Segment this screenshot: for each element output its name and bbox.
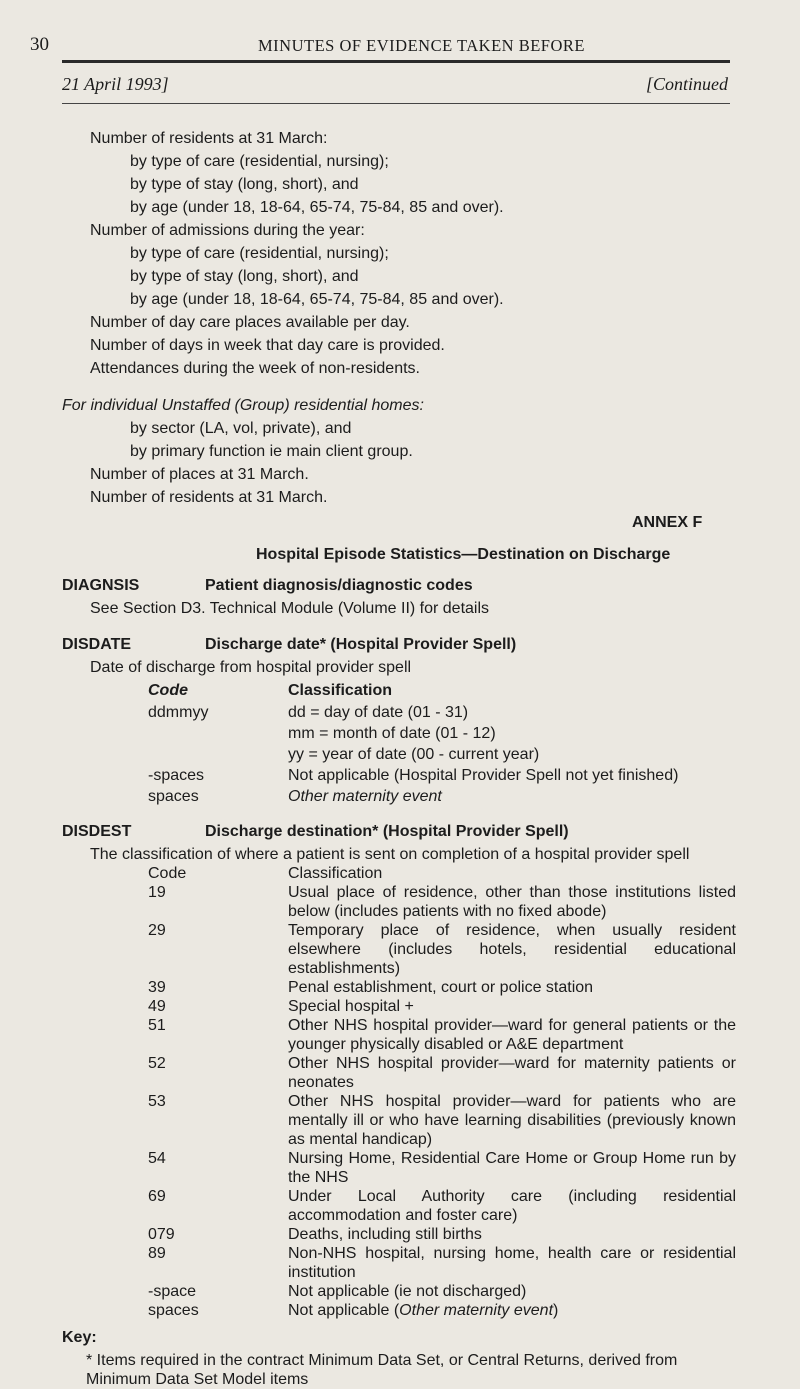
table-row [0,1187,800,1225]
table-row [0,1301,800,1320]
list-item: by type of stay (long, short), and [130,176,359,193]
section-heading: For individual Unstaffed (Group) residential homes: [62,397,424,414]
table-row [0,1149,800,1187]
field-code: DISDEST [62,823,132,840]
table-code: ddmmyy [148,704,209,721]
table-code: 69 [148,1188,166,1205]
table-classification: Usual place of residence, other than those institutions listed below (includes patients with no fixed abode) [288,884,736,920]
table-code: 29 [148,922,166,939]
list-item: by type of care (residential, nursing); [130,153,389,170]
table-classification: Special hospital + [288,998,414,1015]
table-classification: Under Local Authority care (including residential accommodation and foster care) [288,1188,736,1224]
disdest-table [0,864,800,1320]
table-code: 53 [148,1093,166,1110]
list-item: Number of admissions during the year: [90,222,365,239]
column-header-code: Code [148,865,187,882]
list-item: by age (under 18, 18-64, 65-74, 75-84, 85 and over). [130,199,504,216]
table-classification: Non-NHS hospital, nursing home, health care or residential institution [288,1245,736,1281]
page-header [30,34,790,60]
list-item: by primary function ie main client group. [130,443,413,460]
page-number: 30 [30,34,49,55]
annex-label: ANNEX F [632,514,703,531]
table-code: -spaces [148,767,205,784]
table-classification [288,1301,736,1320]
table-classification: Not applicable (Hospital Provider Spell not yet finished) [288,767,679,784]
table-classification: Other NHS hospital provider—ward for general patients or the younger physically disabled or A&E department [288,1017,736,1053]
table-classification: Deaths, including still births [288,1226,482,1243]
table-row [0,1244,800,1282]
table-row [0,1092,800,1149]
table-row [0,883,800,921]
date-rule [62,103,730,104]
list-item: Number of days in week that day care is provided. [90,337,445,354]
table-classification: Temporary place of residence, when usually resident elsewhere (includes hotels, residential educational establishments) [288,922,736,977]
table-classification: Nursing Home, Residential Care Home or Group Home run by the NHS [288,1150,736,1186]
field-description: The classification of where a patient is sent on completion of a hospital provider spell [90,846,690,863]
table-code: 39 [148,979,166,996]
table-row [0,864,800,883]
table-classification: Other NHS hospital provider—ward for maternity patients or neonates [288,1055,736,1091]
table-classification: Other maternity event [288,788,442,805]
list-item: by sector (LA, vol, private), and [130,420,352,437]
running-title: MINUTES OF EVIDENCE TAKEN BEFORE [258,36,585,55]
table-classification: Other NHS hospital provider—ward for patients who are mentally ill or who have learning disabilities (previously known as mental handicap) [288,1093,736,1148]
table-classification: dd = day of date (01 - 31) [288,704,469,721]
list-item: Number of residents at 31 March. [90,489,328,506]
key-label: Key: [62,1329,97,1346]
table-row [0,978,800,997]
table-row [0,1282,800,1301]
list-item: by type of care (residential, nursing); [130,245,389,262]
table-code: 54 [148,1150,166,1167]
field-code: DISDATE [62,636,132,653]
table-classification: Not applicable (ie not discharged) [288,1283,527,1300]
classification-text-italic: Other maternity event [399,1302,554,1319]
field-code: DIAGNSIS [62,577,140,594]
table-code: spaces [148,788,199,805]
list-item: by age (under 18, 18-64, 65-74, 75-84, 85 and over). [130,291,504,308]
field-title: Discharge destination* (Hospital Provider Spell) [205,823,569,840]
table-code: 49 [148,998,166,1015]
list-item: Number of day care places available per day. [90,314,410,331]
table-code: 19 [148,884,166,901]
table-classification: yy = year of date (00 - current year) [288,746,540,763]
table-classification: mm = month of date (01 - 12) [288,725,496,742]
column-header-classification: Classification [288,865,383,882]
table-code: -space [148,1283,197,1300]
key-note: * Items required in the contract Minimum Data Set, or Central Returns, derived from Minimum Data Set Model items [86,1352,678,1388]
table-code: 079 [148,1226,175,1243]
annex-title: Hospital Episode Statistics—Destination on Discharge [256,546,671,563]
table-row [0,997,800,1016]
table-code: 51 [148,1017,166,1034]
table-classification: Penal establishment, court or police station [288,979,594,996]
continued-label: [Continued [645,74,728,94]
header-rule [62,60,730,63]
key-section [62,1328,742,1389]
table-code: 52 [148,1055,166,1072]
field-note: See Section D3. Technical Module (Volume II) for details [90,600,490,617]
column-header-classification: Classification [288,682,393,699]
field-description: Date of discharge from hospital provider spell [90,659,412,676]
table-row [0,1225,800,1244]
list-item: Number of residents at 31 March: [90,130,328,147]
table-row [0,921,800,978]
field-title: Patient diagnosis/diagnostic codes [205,577,473,594]
list-item: by type of stay (long, short), and [130,268,359,285]
table-row [0,1054,800,1092]
list-item: Number of places at 31 March. [90,466,309,483]
table-code: spaces [148,1302,199,1319]
field-title: Discharge date* (Hospital Provider Spell) [205,636,517,653]
classification-text: ) [553,1302,559,1319]
table-row [0,1016,800,1054]
table-code: 89 [148,1245,166,1262]
sitting-date: 21 April 1993] [62,74,169,94]
column-header-code: Code [148,682,188,699]
classification-text: Not applicable ( [288,1302,400,1319]
list-item: Attendances during the week of non-residents. [90,360,420,377]
